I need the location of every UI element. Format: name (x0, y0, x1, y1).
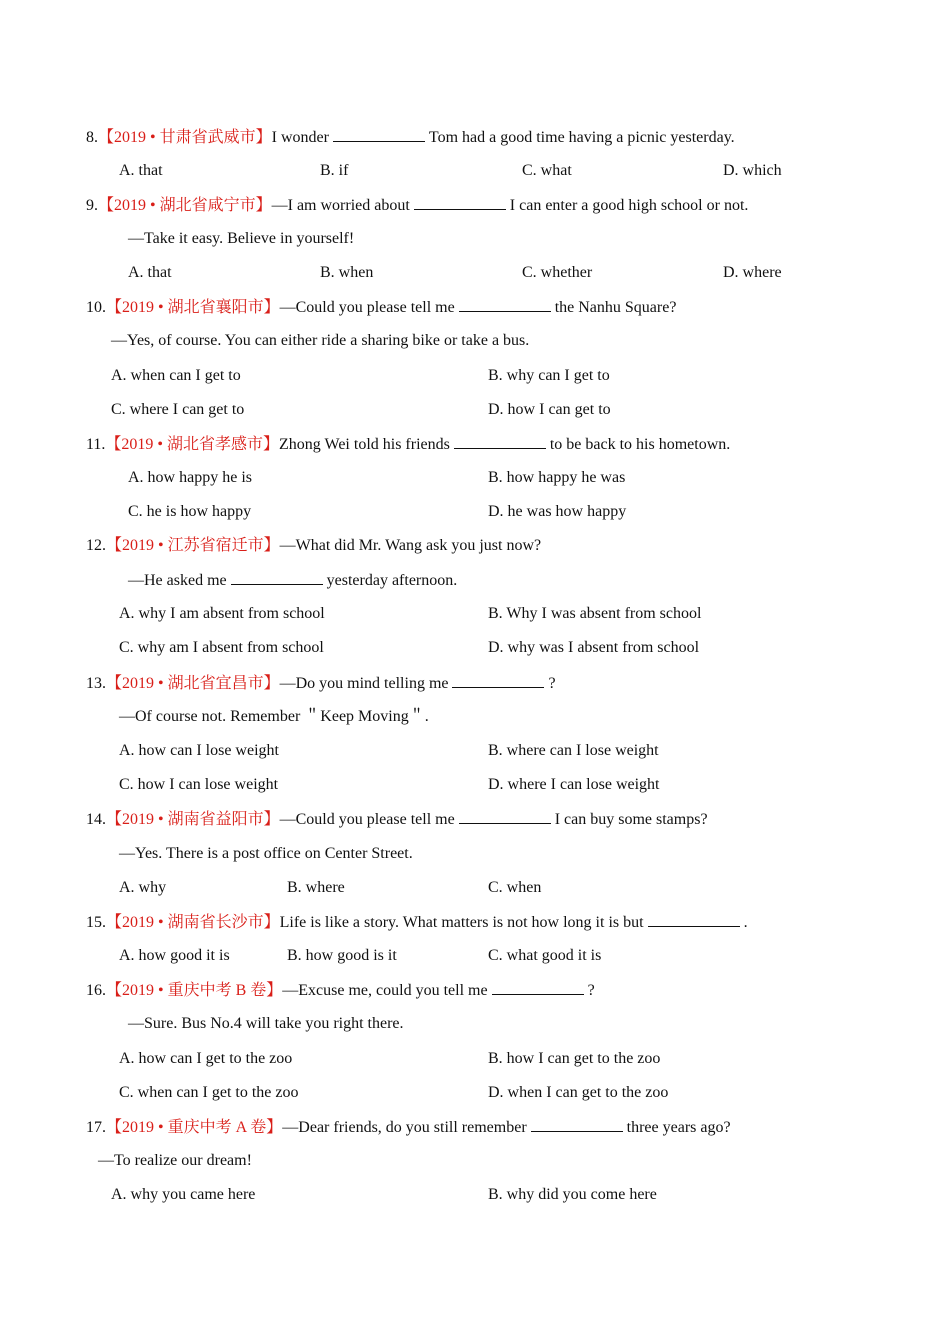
answer-blank (459, 809, 551, 824)
answer-blank (492, 980, 584, 995)
option-a: A. how good it is (119, 947, 230, 964)
option-b: B. where can I lose weight (488, 742, 659, 759)
dialogue-line: —Of course not. Remember ＂Keep Moving＂. (119, 708, 429, 725)
option-b: B. why did you come here (488, 1186, 657, 1203)
question-10: 10.【2019 • 湖北省襄阳市】—Could you please tell me the Nanhu Square? (86, 299, 677, 316)
option-b: B. how happy he was (488, 469, 626, 486)
option-c: C. whether (522, 264, 593, 281)
dialogue-line: —He asked me yesterday afternoon. (128, 572, 458, 589)
option-c: C. how I can lose weight (119, 776, 279, 793)
question-9: 9.【2019 • 湖北省咸宁市】—I am worried about I can enter a good high school or not. (86, 197, 749, 214)
answer-blank (452, 673, 544, 688)
question-8: 8.【2019 • 甘肃省武威市】I wonder Tom had a good time having a picnic yesterday. (86, 129, 735, 146)
option-c: C. where I can get to (111, 401, 245, 418)
question-11: 11.【2019 • 湖北省孝感市】Zhong Wei told his friends to be back to his hometown. (86, 436, 731, 453)
question-source: 【2019 • 重庆中考 A 卷】 (106, 1119, 283, 1136)
question-source: 【2019 • 湖北省孝感市】 (105, 436, 280, 453)
option-d: D. where (723, 264, 782, 281)
question-source: 【2019 • 湖北省宜昌市】 (106, 675, 280, 692)
option-c: C. why am I absent from school (119, 639, 324, 656)
option-a: A. how can I lose weight (119, 742, 279, 759)
question-source: 【2019 • 甘肃省武威市】 (98, 129, 272, 146)
option-d: D. he was how happy (488, 503, 627, 520)
option-a: A. how can I get to the zoo (119, 1050, 293, 1067)
option-d: D. where I can lose weight (488, 776, 660, 793)
dialogue-line: —To realize our dream! (98, 1152, 252, 1169)
option-d: D. when I can get to the zoo (488, 1084, 669, 1101)
dialogue-line: —Sure. Bus No.4 will take you right there. (128, 1015, 404, 1032)
question-12: 12.【2019 • 江苏省宿迁市】—What did Mr. Wang ask you just now? (86, 537, 542, 554)
option-d: D. why was I absent from school (488, 639, 700, 656)
option-b: B. how good is it (287, 947, 397, 964)
option-d: D. which (723, 162, 782, 179)
option-b: B. Why I was absent from school (488, 605, 702, 622)
option-b: B. how I can get to the zoo (488, 1050, 661, 1067)
dialogue-line: —Yes, of course. You can either ride a sharing bike or take a bus. (111, 332, 530, 349)
answer-blank (459, 297, 551, 312)
option-c: C. when (488, 879, 542, 896)
answer-blank (414, 195, 506, 210)
question-13: 13.【2019 • 湖北省宜昌市】—Do you mind telling me ? (86, 675, 556, 692)
answer-blank (531, 1117, 623, 1132)
option-a: A. why you came here (111, 1186, 256, 1203)
option-a: A. why (119, 879, 167, 896)
question-14: 14.【2019 • 湖南省益阳市】—Could you please tell me I can buy some stamps? (86, 811, 708, 828)
option-a: A. when can I get to (111, 367, 241, 384)
option-d: D. how I can get to (488, 401, 611, 418)
question-source: 【2019 • 湖北省咸宁市】 (98, 197, 272, 214)
option-c: C. he is how happy (128, 503, 252, 520)
question-17: 17.【2019 • 重庆中考 A 卷】—Dear friends, do you still remember three years ago? (86, 1119, 731, 1136)
option-a: A. why I am absent from school (119, 605, 325, 622)
option-a: A. how happy he is (128, 469, 252, 486)
question-source: 【2019 • 湖南省长沙市】 (106, 914, 280, 931)
answer-blank (333, 127, 425, 142)
question-source: 【2019 • 湖北省襄阳市】 (106, 299, 280, 316)
option-a: A. that (119, 162, 163, 179)
option-b: B. when (320, 264, 374, 281)
question-source: 【2019 • 重庆中考 B 卷】 (106, 982, 283, 999)
question-16: 16.【2019 • 重庆中考 B 卷】—Excuse me, could you tell me ? (86, 982, 595, 999)
answer-blank (454, 434, 546, 449)
option-b: B. where (287, 879, 345, 896)
dialogue-line: —Take it easy. Believe in yourself! (128, 230, 355, 247)
option-b: B. why can I get to (488, 367, 610, 384)
option-c: C. when can I get to the zoo (119, 1084, 299, 1101)
option-b: B. if (320, 162, 349, 179)
option-c: C. what (522, 162, 572, 179)
answer-blank (231, 570, 323, 585)
question-source: 【2019 • 江苏省宿迁市】 (106, 537, 280, 554)
answer-blank (648, 912, 740, 927)
question-source: 【2019 • 湖南省益阳市】 (106, 811, 280, 828)
option-c: C. what good it is (488, 947, 602, 964)
question-15: 15.【2019 • 湖南省长沙市】Life is like a story. What matters is not how long it is but . (86, 914, 748, 931)
dialogue-line: —Yes. There is a post office on Center Street. (119, 845, 413, 862)
option-a: A. that (128, 264, 172, 281)
